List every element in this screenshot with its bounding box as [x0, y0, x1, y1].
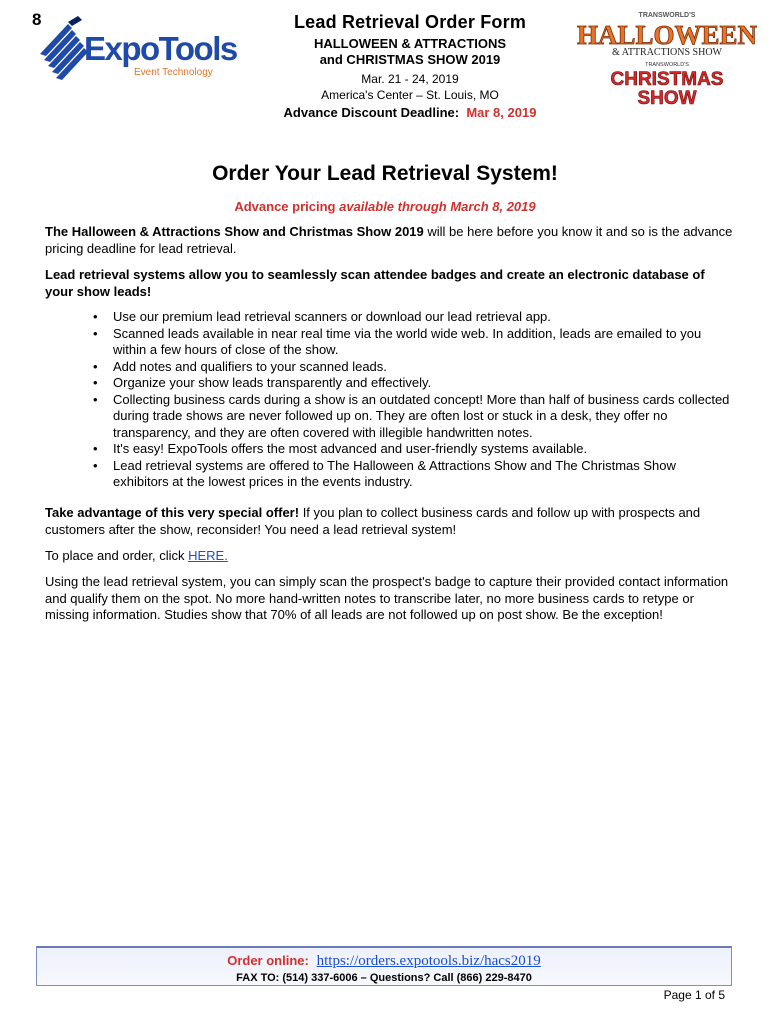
transworld-small-label: TRANSWORLD'S	[645, 62, 689, 68]
show-venue: America's Center – St. Louis, MO	[321, 88, 499, 102]
advance-prefix: Advance pricing	[234, 199, 336, 214]
page-number: Page 1 of 5	[663, 988, 725, 1002]
here-link[interactable]: HERE.	[188, 548, 228, 563]
order-online-label: Order online:	[227, 953, 309, 968]
brand-tagline: Event Technology	[134, 67, 213, 78]
transworld-label: TRANSWORLD'S	[638, 12, 696, 19]
deadline-line	[210, 105, 610, 120]
form-header	[210, 12, 610, 120]
offer-rest: If you plan to collect business cards and follow up with prospects and customers after the show, reconsider! You need a lead retrieval system!	[45, 505, 701, 537]
deadline-date: Mar 8, 2019	[466, 105, 537, 120]
list-item: • Use our premium lead retrieval scanners or download our lead retrieval app.	[45, 309, 735, 326]
form-title: Lead Retrieval Order Form	[293, 12, 527, 32]
closing-paragraph: Using the lead retrieval system, you can simply scan the prospect's badge to capture their provided contact information and qualify them on the spot. No more hand-written notes to transcribe later, no more business cards to retype or missing information. Studies show that 70% of all leads are not followed up on post show. Be the exception!	[45, 574, 729, 622]
show-name-line2: and CHRISTMAS SHOW 2019	[319, 52, 501, 67]
benefits-list	[45, 309, 735, 491]
advance-suffix: available through March 8, 2019	[339, 199, 536, 214]
offer-bold: Take advantage of this very special offer!	[45, 505, 300, 520]
attractions-wordmark: & ATTRACTIONS SHOW	[611, 47, 723, 58]
page-title: Order Your Lead Retrieval System!	[212, 162, 558, 185]
order-online-line	[37, 952, 731, 970]
list-item: • Lead retrieval systems are offered to The Halloween & Attractions Show and The Christmas Show exhibitors at the lowest prices in the events industry.	[45, 458, 735, 491]
lead-statement: Lead retrieval systems allow you to seamlessly scan attendee badges and create an electronic database of your show leads!	[45, 267, 705, 299]
advance-pricing-note	[0, 199, 770, 214]
offer-paragraph	[45, 505, 735, 538]
page-badge: 8	[32, 10, 42, 29]
intro-paragraph	[45, 224, 735, 257]
brand-name: ExpoTools	[84, 30, 237, 67]
list-item: • It's easy! ExpoTools offers the most advanced and user-friendly systems available.	[45, 441, 735, 458]
expotools-emblem-icon	[40, 16, 88, 80]
christmas-wordmark: CHRISTMAS	[610, 69, 724, 90]
show-wordmark: SHOW	[637, 88, 697, 109]
place-order-text: To place and order, click	[45, 548, 189, 563]
fax-contact-line: FAX TO: (514) 337-6006 – Questions? Call (866) 229-8470	[236, 972, 532, 984]
expotools-logo	[38, 14, 237, 86]
show-dates: Mar. 21 - 24, 2019	[361, 72, 459, 86]
order-url-link[interactable]: https://orders.expotools.biz/hacs2019	[316, 953, 541, 969]
list-item: • Scanned leads available in near real time via the world wide web. In addition, leads are emailed to you within a few hours of close of the show.	[45, 326, 735, 359]
list-item: • Collecting business cards during a show is an outdated concept! More than half of business cards collected during trade shows are never followed up on. They are often lost or stuck in a desk, they offer no transparency, and they are often covered with illegible handwritten notes.	[45, 392, 735, 442]
halloween-wordmark: HALLOWEEN	[576, 20, 758, 50]
show-name-line1: HALLOWEEN & ATTRACTIONS	[313, 36, 507, 51]
show-logos	[576, 8, 758, 109]
order-online-box	[36, 946, 732, 986]
intro-bold: The Halloween & Attractions Show and Christmas Show 2019	[45, 224, 424, 239]
intro-rest: will be here before you know it and so is the advance pricing deadline for lead retrieval.	[45, 224, 733, 256]
list-item: • Add notes and qualifiers to your scanned leads.	[45, 359, 735, 376]
deadline-label: Advance Discount Deadline:	[283, 105, 460, 120]
list-item: • Organize your show leads transparently and effectively.	[45, 375, 735, 392]
place-order-paragraph	[45, 548, 735, 565]
